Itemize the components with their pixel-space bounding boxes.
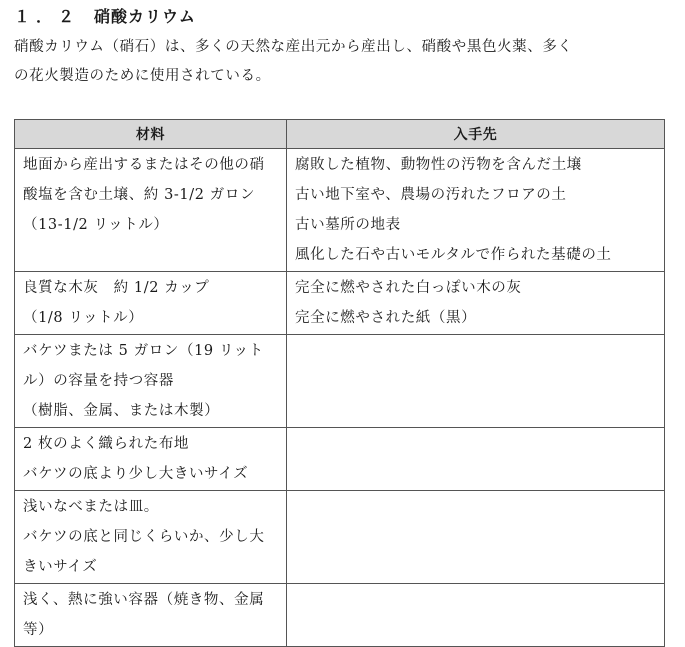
material-text: バケツの底と同じくらいか、少し大きいサイズ xyxy=(23,529,265,575)
material-cell xyxy=(15,149,287,272)
material-cell xyxy=(15,491,287,584)
table-row xyxy=(15,428,665,491)
source-text: 完全に燃やされた白っぽい木の灰 xyxy=(295,280,522,296)
material-cell xyxy=(15,428,287,491)
material-text: バケツの底より少し大きいサイズ xyxy=(23,466,249,482)
material-text: 2 枚のよく織られた布地 xyxy=(23,436,190,452)
source-text: 完全に燃やされた紙（黒） xyxy=(295,310,477,326)
table-row xyxy=(15,584,665,647)
material-text: 浅く、熱に強い容器（焼き物、金属等） xyxy=(23,592,265,638)
table-row xyxy=(15,335,665,428)
table-row xyxy=(15,491,665,584)
source-text: 風化した石や古いモルタルで作られた基礎の土 xyxy=(295,247,612,263)
material-cell xyxy=(15,584,287,647)
source-text: 腐敗した植物、動物性の汚物を含んだ土壌 xyxy=(295,157,582,173)
source-cell xyxy=(287,491,665,584)
source-cell xyxy=(287,272,665,335)
source-cell xyxy=(287,149,665,272)
source-cell xyxy=(287,335,665,428)
material-text: 地面から産出するまたはその他の硝酸塩を含む土壌、約 3-1/2 ガロン xyxy=(23,157,265,203)
source-cell xyxy=(287,428,665,491)
material-cell xyxy=(15,272,287,335)
section-number: １．２ xyxy=(14,7,81,26)
section-heading xyxy=(14,4,196,27)
material-text: バケツまたは 5 ガロン（19 リットル）の容量を持つ容器 xyxy=(23,343,264,389)
section-title: 硝酸カリウム xyxy=(94,7,196,26)
table-header-row xyxy=(15,120,665,149)
intro-line: 硝酸カリウム（硝石）は、多くの天然な産出元から産出し、硝酸や黒色火薬、多く xyxy=(14,39,573,55)
table-row xyxy=(15,149,665,272)
material-text: （1/8 リットル） xyxy=(23,310,144,326)
material-text: （13-1/2 リットル） xyxy=(23,217,169,233)
table-row xyxy=(15,272,665,335)
source-text: 古い地下室や、農場の汚れたフロアの土 xyxy=(295,187,567,203)
intro-paragraph xyxy=(14,33,669,91)
header-source: 入手先 xyxy=(287,120,665,149)
material-text: 良質な木灰 約 1/2 カップ xyxy=(23,280,210,296)
material-text: （樹脂、金属、または木製） xyxy=(23,403,220,419)
header-material: 材料 xyxy=(15,120,287,149)
intro-line: の花火製造のために使用されている。 xyxy=(14,68,271,84)
material-text: 浅いなべまたは皿。 xyxy=(23,499,159,515)
material-cell xyxy=(15,335,287,428)
source-cell xyxy=(287,584,665,647)
materials-table xyxy=(14,119,665,647)
source-text: 古い墓所の地表 xyxy=(295,217,401,233)
